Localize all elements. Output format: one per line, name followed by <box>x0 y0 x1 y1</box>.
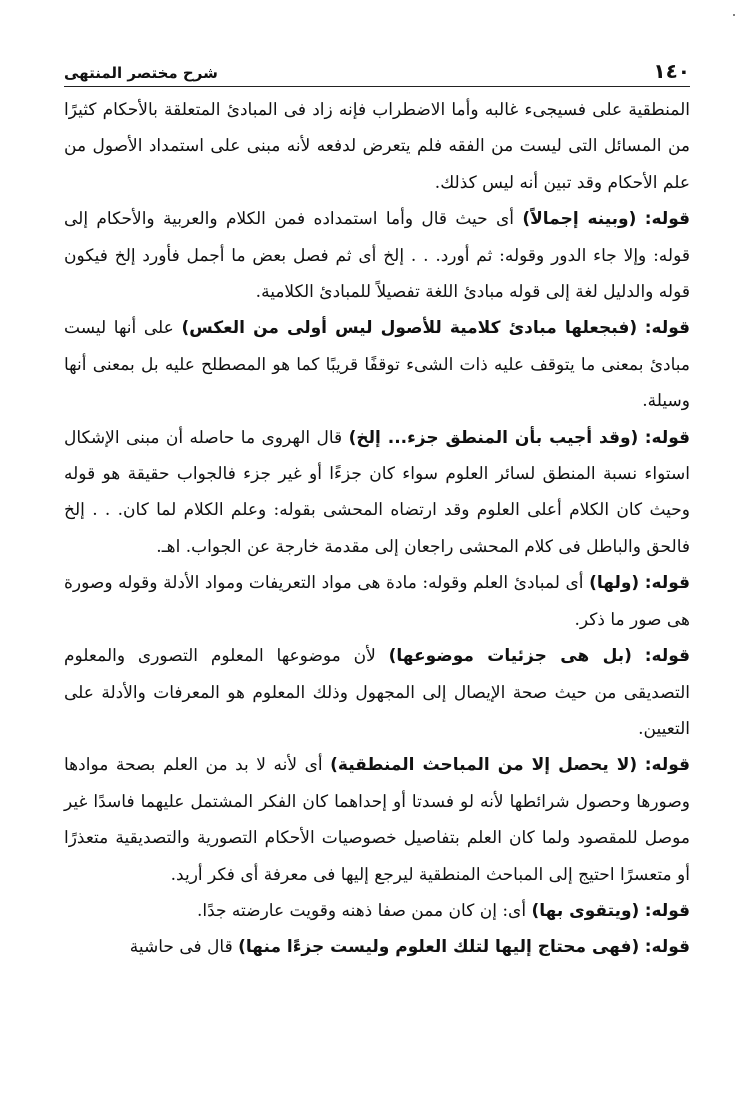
paragraph-lead: قوله: <box>644 900 690 921</box>
quoted-phrase: (وبينه إجمالاً) <box>522 209 637 230</box>
paragraph <box>64 201 690 310</box>
paragraph-lead: قوله: <box>644 318 691 339</box>
paragraph-lead: قوله: <box>644 427 690 448</box>
paragraph-text: أى لمبادئ العلم وقوله: مادة هى مواد التعريفات ومواد الأدلة وقوله وصورة هى صور ما ذكر. <box>64 573 690 630</box>
quoted-phrase: (ويتقوى بها) <box>531 900 640 921</box>
paragraph-text: أى: إن كان ممن صفا ذهنه وقويت عارضته جدًا. <box>196 900 527 921</box>
paragraph <box>64 893 690 929</box>
paragraph-text: لأن موضوعها المعلوم التصورى والمعلوم التصديقى من حيث صحة الإيصال إلى المجهول وذلك المعلوم هو المعرفات والأدلة على التعيين. <box>64 646 690 739</box>
paragraph <box>64 92 690 201</box>
quoted-phrase: (لا يحصل إلا من المباحث المنطقية) <box>330 755 638 776</box>
paragraph <box>64 638 690 747</box>
page-header <box>64 56 690 87</box>
paragraph-lead: قوله: <box>644 755 691 776</box>
paragraph <box>64 420 690 566</box>
paragraph-text: على أنها ليست مبادئ بمعنى ما يتوقف عليه ذات الشىء توقفًا قريبًا كما هو المصطلح عليه بل بمعنى أنها وسيلة. <box>64 318 691 412</box>
paragraph-lead: قوله: <box>644 937 690 958</box>
running-title: شرح مختصر المنتهى <box>64 64 218 82</box>
paragraph <box>64 565 690 638</box>
paragraph-lead: قوله: <box>644 573 691 594</box>
paragraph-text: قال الهروى ما حاصله أن مبنى الإشكال استواء نسبة المنطق لسائر العلوم سواء كان جزءًا أو غير جزء فالجواب حقيقة هو قوله وحيث كان الكلام أعلى العلوم وقد ارتضاه المحشى بقوله: وعلم الكلام لما كان. . . إلخ فالحق والباطل فى كلام المحشى راجعان إلى مقدمة خارجة عن الجواب. اهـ. <box>64 427 690 557</box>
quoted-phrase: (فهى محتاج إليها لتلك العلوم وليست جزءًا منها) <box>238 937 640 958</box>
quoted-phrase: (بل هى جزئيات موضوعها) <box>388 646 632 667</box>
page-number: ١٤٠ <box>653 59 690 83</box>
paragraph-text: أى حيث قال وأما استمداده فمن الكلام والعربية والأحكام إلى قوله: وإلا جاء الدور وقوله: ثم أورد. . . إلخ أى ثم فصل بعض ما أجمل فأورد إلخ فيكون قوله والدليل لغة إلى قوله مبادئ اللغة تفصيلاً للمبادئ الكلامية. <box>64 209 690 303</box>
quoted-phrase: (وقد أجيب بأن المنطق جزء... إلخ) <box>348 427 639 448</box>
paragraph <box>64 310 690 419</box>
quoted-phrase: (فبجعلها مبادئ كلامية للأصول ليس أولى من العكس) <box>181 318 638 339</box>
paragraph <box>64 747 690 893</box>
quoted-phrase: (ولها) <box>589 573 640 594</box>
scan-speck <box>733 14 735 16</box>
paragraph-lead: قوله: <box>644 209 691 230</box>
paragraph <box>64 929 690 965</box>
paragraph-text: المنطقية على فسيجىء غالبه وأما الاضطراب فإنه زاد فى المبادئ المتعلقة بالأحكام كثيرًا من المسائل التى ليست من الفقه فلم يتعرض لدفعه لأنه مبنى على استمداد الأصول من علم الأحكام وقد تبين أنه ليس كذلك. <box>64 100 690 193</box>
paragraph-lead: قوله: <box>644 646 691 667</box>
paragraph-text: أى لأنه لا بد من العلم بصحة موادها وصورها وحصول شرائطها لأنه لو فسدتا أو إحداهما كان الفكر المشتمل عليهما فاسدًا غير موصل للمقصود ولما كان العلم بتفاصيل خصوصيات الأحكام التصورية والتصديقية متعذرًا أو متعسرًا احتيج إلى المباحث المنطقية ليرجع إليها فى معرفة أى فكر أريد. <box>64 755 690 885</box>
body-text <box>64 92 690 966</box>
paragraph-text: قال فى حاشية <box>129 937 233 958</box>
